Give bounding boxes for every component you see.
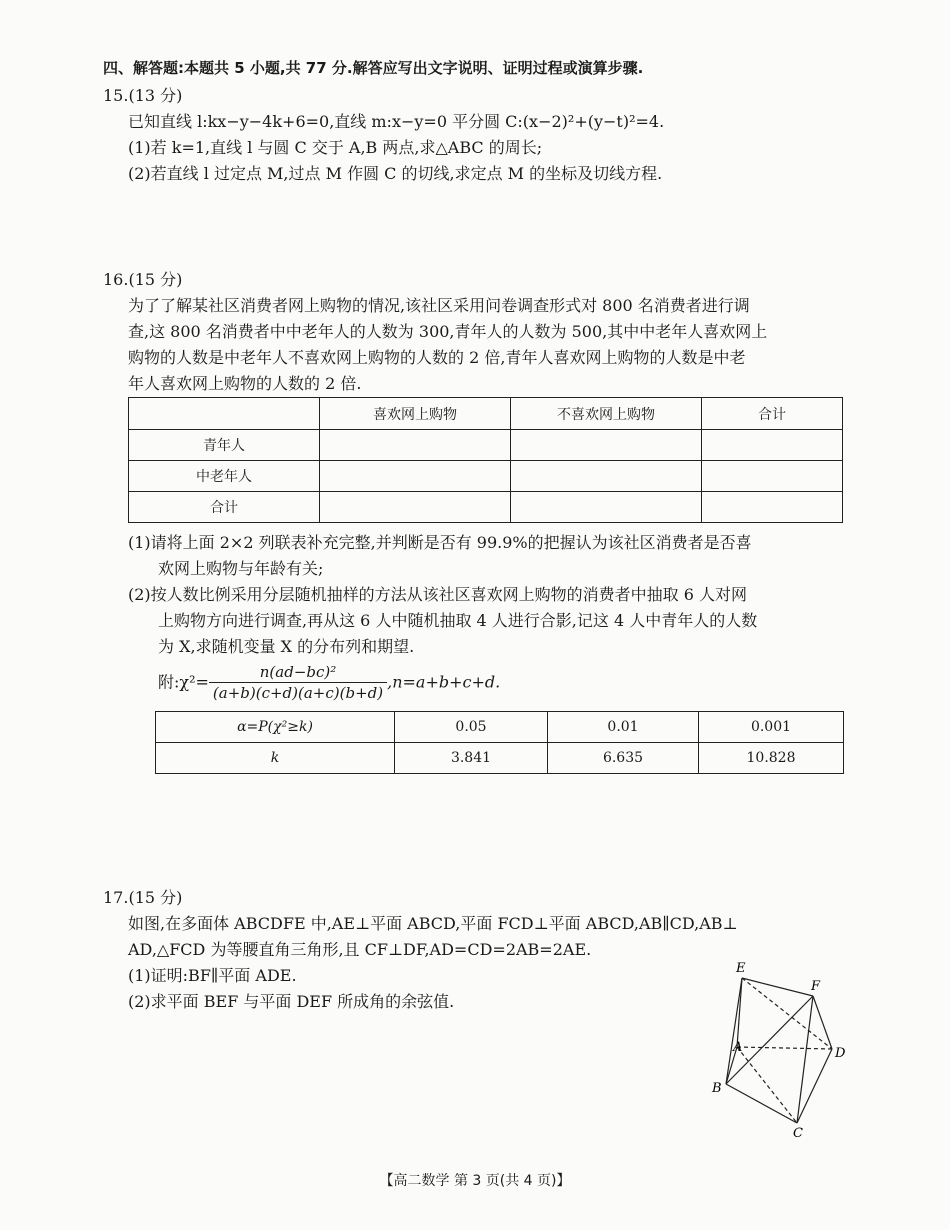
q15-line-2: (1)若 k=1,直线 l 与圆 C 交于 A,B 两点,求△ABC 的周长;	[128, 138, 543, 157]
edge-BC	[726, 1084, 797, 1123]
q16-intro-1: 为了了解某社区消费者网上购物的情况,该社区采用问卷调查形式对 800 名消费者进行调	[128, 296, 750, 315]
formula-denominator: (a+b)(c+d)(a+c)(b+d)	[212, 684, 384, 702]
table-cell	[320, 430, 511, 461]
chi-square-formula	[158, 662, 500, 703]
edge-AC	[737, 1047, 797, 1123]
edge-EA	[737, 978, 742, 1047]
q16-part1-line-2: 欢网上购物与年龄有关;	[158, 559, 324, 578]
q17-line-2: AD,△FCD 为等腰直角三角形,且 CF⊥DF,AD=CD=2AB=2AE.	[128, 940, 592, 959]
q16-number: 16.(15 分)	[103, 270, 183, 289]
q16-part2-line-2: 上购物方向进行调查,再从这 6 人中随机抽取 4 人进行合影,记这 4 人中青年人的人数	[158, 611, 758, 630]
label-D: D	[835, 1046, 846, 1061]
table-cell: 6.635	[548, 743, 699, 774]
table-header-cell: 喜欢网上购物	[320, 398, 511, 430]
table-header-cell	[129, 398, 320, 430]
table-cell: 0.05	[395, 712, 548, 743]
table-cell: 0.01	[548, 712, 699, 743]
edge-EF	[742, 978, 813, 996]
table-cell	[511, 492, 702, 523]
q16-part1-line-1: (1)请将上面 2×2 列联表补充完整,并判断是否有 99.9%的把握认为该社区消费者是否喜	[128, 533, 752, 552]
table-header-row	[129, 398, 843, 430]
q15-line-3: (2)若直线 l 过定点 M,过点 M 作圆 C 的切线,求定点 M 的坐标及切线方程.	[128, 164, 663, 183]
table-cell: 3.841	[395, 743, 548, 774]
edge-CF	[797, 996, 813, 1123]
critical-value-table	[155, 711, 844, 774]
section-header: 四、解答题:本题共 5 小题,共 77 分.解答应写出文字说明、证明过程或演算步骤.	[103, 59, 644, 77]
q15-line-1: 已知直线 l:kx−y−4k+6=0,直线 m:x−y=0 平分圆 C:(x−2)²+(y−t)²=4.	[128, 112, 665, 131]
label-C: C	[793, 1126, 803, 1141]
table-cell	[511, 430, 702, 461]
edge-FD	[813, 996, 832, 1049]
table-cell	[702, 461, 843, 492]
formula-fraction	[209, 662, 387, 703]
label-F: F	[811, 979, 821, 994]
polyhedron-figure	[700, 958, 860, 1143]
table-row	[129, 461, 843, 492]
table-cell: α=P(χ²≥k)	[156, 712, 395, 743]
q16-part2-line-3: 为 X,求随机变量 X 的分布列和期望.	[158, 637, 415, 656]
table-cell	[320, 492, 511, 523]
edge-EB	[726, 978, 742, 1084]
table-cell: 0.001	[699, 712, 844, 743]
label-B: B	[712, 1081, 722, 1096]
table-cell: 10.828	[699, 743, 844, 774]
table-row	[156, 743, 844, 774]
formula-prefix: 附:χ²=	[158, 672, 209, 692]
table-cell	[320, 461, 511, 492]
table-cell: 中老年人	[129, 461, 320, 492]
label-E: E	[736, 961, 746, 976]
page-footer: 【高二数学 第 3 页(共 4 页)】	[379, 1173, 571, 1189]
table-cell	[702, 430, 843, 461]
table-header-cell: 合计	[702, 398, 843, 430]
q16-part2-line-1: (2)按人数比例采用分层随机抽样的方法从该社区喜欢网上购物的消费者中抽取 6 人对网	[128, 585, 748, 604]
contingency-table	[128, 397, 843, 523]
table-cell	[702, 492, 843, 523]
q16-intro-3: 购物的人数是中老年人不喜欢网上购物的人数的 2 倍,青年人喜欢网上购物的人数是中老	[128, 348, 746, 367]
table-row	[156, 712, 844, 743]
formula-numerator: n(ad−bc)²	[209, 662, 387, 683]
q15-number: 15.(13 分)	[103, 86, 183, 105]
q17-number: 17.(15 分)	[103, 888, 183, 907]
edge-AD	[737, 1047, 832, 1049]
table-row	[129, 430, 843, 461]
label-A: A	[733, 1040, 743, 1055]
q16-intro-2: 查,这 800 名消费者中中老年人的人数为 300,青年人的人数为 500,其中中老年人喜欢网上	[128, 322, 768, 341]
table-cell: 合计	[129, 492, 320, 523]
formula-suffix: ,n=a+b+c+d.	[387, 672, 501, 692]
q17-line-1: 如图,在多面体 ABCDFE 中,AE⊥平面 ABCD,平面 FCD⊥平面 ABCD,AB∥CD,AB⊥	[128, 914, 738, 933]
table-cell	[511, 461, 702, 492]
q17-line-3: (1)证明:BF∥平面 ADE.	[128, 966, 297, 985]
q16-intro-4: 年人喜欢网上购物的人数的 2 倍.	[128, 374, 362, 393]
table-row	[129, 492, 843, 523]
table-cell: 青年人	[129, 430, 320, 461]
table-header-cell: 不喜欢网上购物	[511, 398, 702, 430]
table-cell: k	[156, 743, 395, 774]
q17-line-4: (2)求平面 BEF 与平面 DEF 所成角的余弦值.	[128, 992, 455, 1011]
